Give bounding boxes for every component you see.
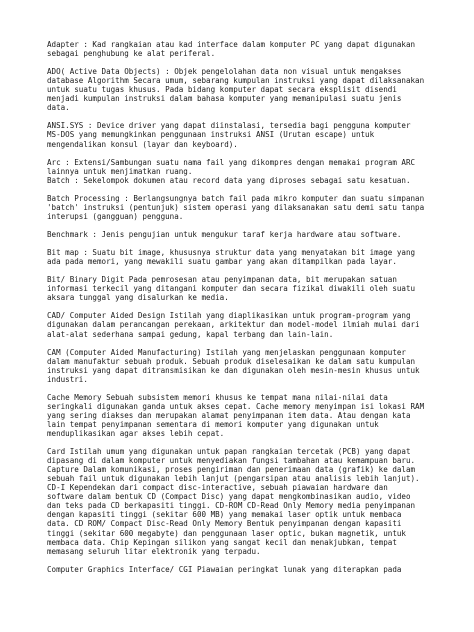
- text-line: membaca data. Chip Kepingan silikon yang sangat kecil dan menakjubkan, tempat: [47, 537, 397, 547]
- paragraph: [47, 40, 454, 58]
- text-line: software dalam bentuk CD (Compact Disc) yang dapat mengkombinasikan audio, video: [47, 492, 411, 502]
- paragraph: [47, 565, 454, 574]
- paragraph: [47, 393, 454, 438]
- text-line: Bit/ Binary Digit Pada pemrosesan atau penyimpanan data, bit merupakan satuan: [47, 275, 397, 285]
- paragraph: [47, 158, 454, 176]
- text-line: sebuah fail untuk digunakan lebih lanjut (pengarsipan atau analisis lebih lanjut).: [47, 474, 420, 484]
- text-line: ADO( Active Data Objects) : Objek pengelolahan data non visual untuk mengakses: [47, 67, 402, 77]
- text-line: Cache Memory Sebuah subsistem memori khusus ke tempat mana nilai-nilai data: [47, 392, 388, 402]
- text-line: Benchmark : Jenis pengujian untuk mengukur taraf kerja hardware atau software.: [47, 229, 402, 239]
- text-line: ada pada memori, yang mewakili suatu gambar yang akan ditampilkan pada layar.: [47, 257, 397, 267]
- text-line: CD-I Kependekan dari compact disc-interactive, sebuah piawaian hardware dan: [47, 483, 388, 493]
- paragraph: [47, 121, 454, 148]
- text-line: ANSI.SYS : Device driver yang dapat diinstalasi, tersedia bagi pengguna komputer: [47, 121, 411, 131]
- text-line: CAD/ Computer Aided Design Istilah yang diaplikasikan untuk program-program yang: [47, 311, 411, 321]
- text-line: dan teks pada CD berkapasiti tinggi. CD-ROM CD-Read Only Memory media penyimpanan: [47, 501, 416, 511]
- text-line: instruksi yang dapat ditransmisikan ke dan digunakan oleh mesin-mesin khusus untuk: [47, 365, 420, 375]
- text-line: dalam manufaktur sebuah produk. Sebuah produk diselesaikan ke dalam satu kumpulan: [47, 356, 416, 366]
- text-line: interupsi (gangguan) pengguna.: [47, 211, 184, 221]
- paragraph: [47, 275, 454, 302]
- paragraph: [47, 67, 454, 112]
- text-line: dipasang di dalam komputer untuk menyediakan fungsi tambahan atau kemampuan baru.: [47, 456, 416, 466]
- text-line: untuk suatu tugas khusus. Pada bidang komputer dapat secara eksplisit disendi: [47, 85, 397, 95]
- text-line: CAM (Computer Aided Manufacturing) Istilah yang menjelaskan penggunaan komputer: [47, 347, 406, 357]
- text-line: 'batch' instruksi (pentunjuk) sistem operasi yang dilaksanakan satu demi satu tanpa: [47, 202, 425, 212]
- paragraph: [47, 230, 454, 239]
- text-line: Arc : Extensi/Sambungan suatu nama fail yang dikompres dengan memakai program ARC: [47, 157, 416, 167]
- paragraph: [47, 248, 454, 266]
- paragraph: [47, 176, 454, 185]
- text-line: alat-alat sederhana sampai gedung, kapal terbang dan lain-lain.: [47, 329, 334, 339]
- text-line: sebagai penghubung ke alat periferal.: [47, 49, 216, 59]
- text-line: data.: [47, 103, 70, 113]
- text-line: Batch : Sekelompok dokumen atau record data yang diproses sebagai satu kesatuan.: [47, 175, 411, 185]
- paragraph: [47, 447, 454, 556]
- text-line: data. CD ROM/ Compact Disc-Read Only Memory Bentuk penyimpanan dengan kapasiti: [47, 519, 402, 529]
- text-line: mengendalikan konsul (layar dan keyboard).: [47, 139, 238, 149]
- text-line: digunakan dalam perancangan perekaan, arkitektur dan model-model ilmiah mulai dari: [47, 320, 420, 330]
- text-line: MS-DOS yang memungkinkan penggunaan instruksi ANSI (Urutan escape) untuk: [47, 130, 375, 140]
- paragraph: [47, 194, 454, 221]
- text-line: lain tempat penyimpanan sementara di memori komputer yang digunakan untuk: [47, 419, 379, 429]
- paragraph: [47, 311, 454, 338]
- text-line: seringkali digunakan ganda untuk akses cepat. Cache memory menyimpan isi lokasi RAM: [47, 401, 425, 411]
- text-line: database Algorithm Secara umum, sebarang kumpulan instruksi yang dapat dilaksanakan: [47, 76, 425, 86]
- text-line: Card Istilah umum yang digunakan untuk papan rangkaian tercetak (PCB) yang dapat: [47, 447, 411, 457]
- text-line: menduplikasikan agar akses lebih cepat.: [47, 429, 225, 439]
- text-line: Batch Processing : Berlangsungnya batch fail pada mikro komputer dan suatu simpanan: [47, 193, 425, 203]
- text-line: tinggi (sekitar 600 megabyte) dan penggunaan laser optic, bukan magnetik, untuk: [47, 528, 406, 538]
- paragraph: [47, 348, 454, 384]
- text-line: industri.: [47, 374, 88, 384]
- text-line: Bit map : Suatu bit image, khususnya struktur data yang menyatakan bit image yang: [47, 248, 416, 258]
- text-line: lainnya untuk menjimatkan ruang.: [47, 166, 193, 176]
- text-line: aksara tunggal yang disalurkan ke media.: [47, 293, 229, 303]
- text-line: Capture Dalam komunikasi, proses pengiriman dan penerimaan data (grafik) ke dalam: [47, 465, 416, 475]
- text-line: Adapter : Kad rangkaian atau kad interface dalam komputer PC yang dapat digunakan: [47, 40, 416, 49]
- text-line: menjadi kumpulan instruksi dalam bahasa komputer yang memanipulasi suatu jenis: [47, 94, 402, 104]
- text-line: dengan kapasiti tinggi (sekitar 600 MB) yang memakai laser optik untuk membaca: [47, 510, 402, 520]
- text-line: Computer Graphics Interface/ CGI Piawaian peringkat lunak yang diterapkan pada: [47, 564, 402, 574]
- text-line: yang sering diakses dan merupakan alamat penyimpanan item data. Atau dengan kata: [47, 410, 411, 420]
- text-line: memasang seluruh litar elektronik yang terpadu.: [47, 546, 261, 556]
- text-line: informasi terkecil yang ditangani komputer dan secara fizikal diwakili oleh suatu: [47, 284, 416, 294]
